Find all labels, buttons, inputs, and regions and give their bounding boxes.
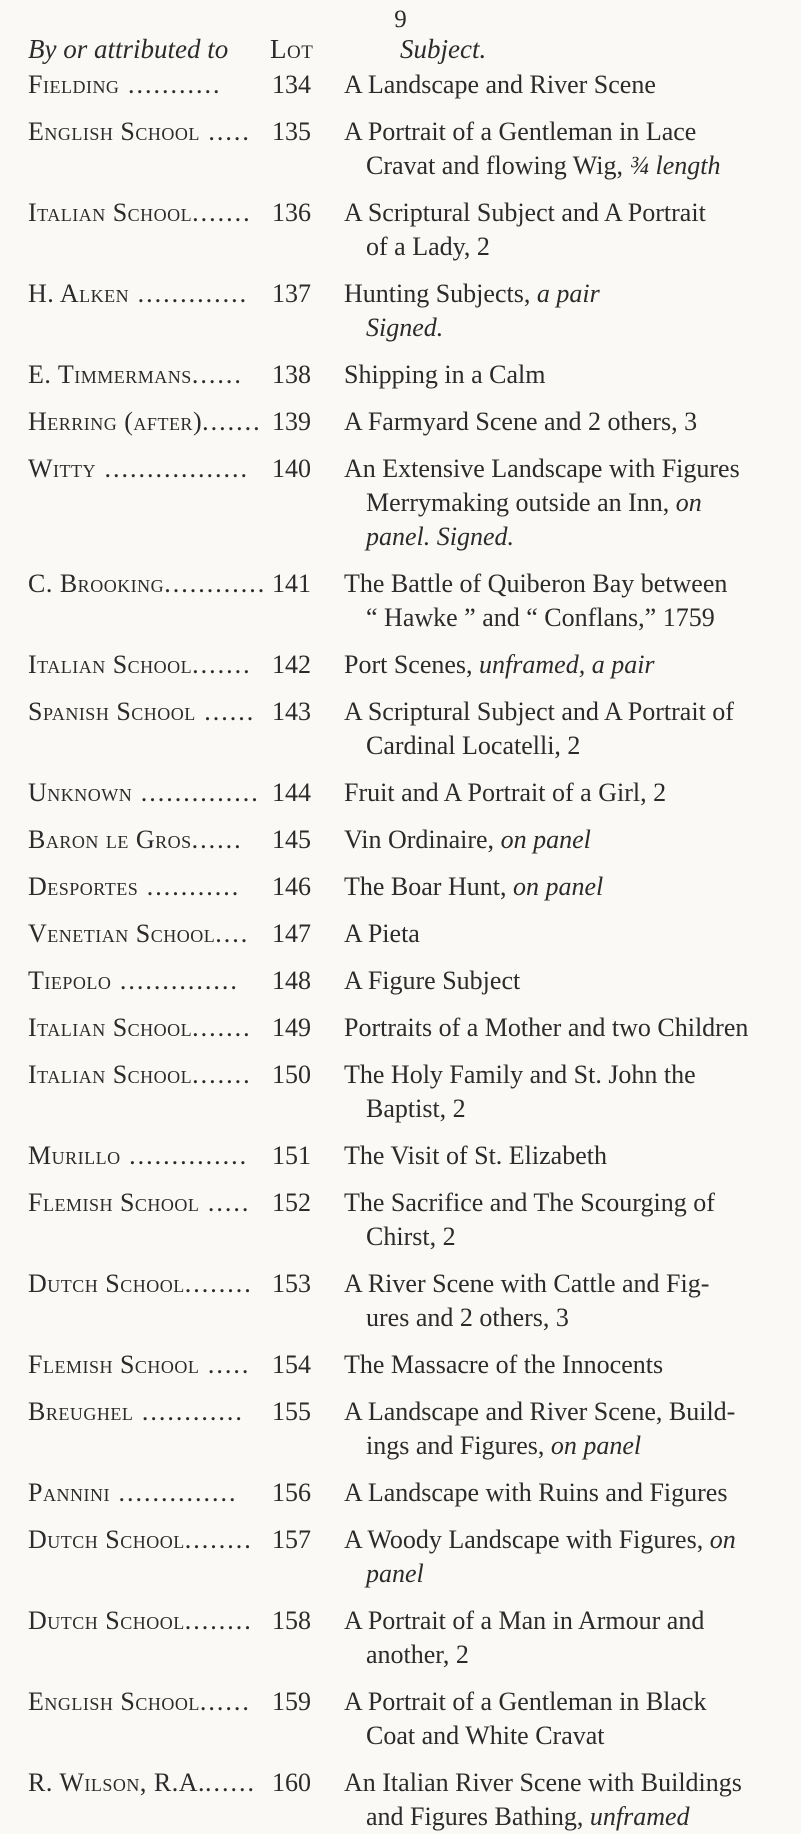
subject-italic: panel bbox=[366, 1559, 424, 1588]
subject-text: The Holy Family and St. John the bbox=[344, 1060, 696, 1089]
subject-line bbox=[344, 1092, 784, 1126]
subject-line bbox=[344, 1766, 784, 1800]
subject-text: Baptist, 2 bbox=[366, 1094, 466, 1123]
leader-dots: ..... bbox=[199, 1350, 251, 1379]
subject-text: The Massacre of the Innocents bbox=[344, 1350, 664, 1379]
lot-artist bbox=[28, 277, 268, 311]
subject-text: An Italian River Scene with Buildings bbox=[344, 1768, 742, 1797]
lot-artist bbox=[28, 1267, 268, 1301]
lot-subject bbox=[344, 1685, 784, 1753]
artist-name: Italian School bbox=[28, 198, 193, 227]
leader-dots: ...... bbox=[205, 1768, 257, 1797]
leader-dots: ...... bbox=[199, 1687, 251, 1716]
subject-line bbox=[344, 695, 784, 729]
subject-text: Coat and White Cravat bbox=[366, 1721, 605, 1750]
lot-artist bbox=[28, 115, 268, 149]
lot-number: 145 bbox=[272, 825, 311, 854]
lot-artist bbox=[28, 870, 268, 904]
subject-line bbox=[344, 115, 784, 149]
artist-name: R. Wilson, R.A. bbox=[28, 1768, 206, 1797]
subject-line bbox=[344, 823, 784, 857]
lot-subject bbox=[344, 1139, 784, 1173]
leader-dots: ..... bbox=[199, 1188, 251, 1217]
subject-text: Port Scenes, bbox=[344, 650, 480, 679]
subject-text: A Figure Subject bbox=[344, 966, 521, 995]
subject-italic: on panel bbox=[550, 1431, 642, 1460]
subject-line bbox=[344, 1476, 784, 1510]
lot-subject bbox=[344, 964, 784, 998]
subject-line bbox=[344, 1301, 784, 1335]
leader-dots: ............. bbox=[129, 279, 249, 308]
artist-name: Breughel bbox=[28, 1397, 134, 1426]
subject-line bbox=[344, 1011, 784, 1045]
subject-line bbox=[344, 1638, 784, 1672]
subject-text: The Visit of St. Elizabeth bbox=[344, 1141, 607, 1170]
lot-number: 148 bbox=[272, 966, 311, 995]
leader-dots: ....... bbox=[192, 1060, 252, 1089]
lot-number: 144 bbox=[272, 778, 311, 807]
lot-artist bbox=[28, 964, 268, 998]
artist-name: Baron le Gros bbox=[28, 825, 192, 854]
lot-artist bbox=[28, 1348, 268, 1382]
artist-name: E. Timmermans bbox=[28, 360, 192, 389]
subject-italic: ¾ length bbox=[629, 151, 721, 180]
subject-text: A Portrait of a Gentleman in Lace bbox=[344, 117, 697, 146]
lot-number: 153 bbox=[272, 1269, 311, 1298]
lot-number: 159 bbox=[272, 1687, 311, 1716]
lot-subject bbox=[344, 1766, 784, 1834]
lot-subject bbox=[344, 776, 784, 810]
artist-name: Italian School bbox=[28, 650, 193, 679]
lot-number: 152 bbox=[272, 1188, 311, 1217]
subject-line bbox=[344, 1523, 784, 1557]
artist-name: Flemish School bbox=[28, 1350, 200, 1379]
subject-line bbox=[344, 311, 784, 345]
lot-subject bbox=[344, 1348, 784, 1382]
subject-line bbox=[344, 358, 784, 392]
lot-artist bbox=[28, 1011, 268, 1045]
subject-italic: panel. Signed. bbox=[366, 522, 515, 551]
subject-text: A Pieta bbox=[344, 919, 420, 948]
subject-line bbox=[344, 1220, 784, 1254]
lot-number: 146 bbox=[272, 872, 311, 901]
lot-subject bbox=[344, 1186, 784, 1254]
leader-dots: ....... bbox=[192, 1013, 252, 1042]
subject-text: An Extensive Landscape with Figures bbox=[344, 454, 740, 483]
lot-artist bbox=[28, 567, 268, 601]
lot-artist bbox=[28, 68, 268, 102]
subject-italic: on panel bbox=[500, 825, 591, 854]
leader-dots: ........ bbox=[184, 1606, 253, 1635]
lot-number: 140 bbox=[272, 454, 311, 483]
artist-name: Dutch School bbox=[28, 1606, 185, 1635]
leader-dots: ................. bbox=[96, 454, 250, 483]
subject-line bbox=[344, 1800, 784, 1834]
subject-text: A River Scene with Cattle and Fig- bbox=[344, 1269, 710, 1298]
column-header-lot: Lot bbox=[270, 34, 314, 64]
lot-subject bbox=[344, 1604, 784, 1672]
subject-text: and Figures Bathing, bbox=[366, 1802, 590, 1831]
lot-number: 150 bbox=[272, 1060, 311, 1089]
subject-line bbox=[344, 776, 784, 810]
subject-text: Hunting Subjects, bbox=[344, 279, 537, 308]
artist-name: Unknown bbox=[28, 778, 133, 807]
subject-italic: a pair bbox=[536, 279, 600, 308]
lot-number: 158 bbox=[272, 1606, 311, 1635]
lot-number: 135 bbox=[272, 117, 311, 146]
subject-text: A Landscape with Ruins and Figures bbox=[344, 1478, 728, 1507]
subject-line bbox=[344, 917, 784, 951]
lot-artist bbox=[28, 695, 268, 729]
lot-subject bbox=[344, 452, 784, 554]
subject-line bbox=[344, 1186, 784, 1220]
lot-number: 136 bbox=[272, 198, 311, 227]
subject-line bbox=[344, 1348, 784, 1382]
lot-subject bbox=[344, 405, 784, 439]
subject-line bbox=[344, 486, 784, 520]
leader-dots: ....... bbox=[202, 407, 262, 436]
lot-subject bbox=[344, 1523, 784, 1591]
subject-text: The Battle of Quiberon Bay between bbox=[344, 569, 728, 598]
subject-italic: unframed bbox=[589, 1802, 690, 1831]
artist-name: Tiepolo bbox=[28, 966, 112, 995]
subject-italic: on bbox=[675, 488, 702, 517]
lot-number: 157 bbox=[272, 1525, 311, 1554]
lot-artist bbox=[28, 1139, 268, 1173]
lot-number: 138 bbox=[272, 360, 311, 389]
subject-italic: unframed, a pair bbox=[479, 650, 655, 679]
subject-line bbox=[344, 68, 784, 102]
lot-number: 141 bbox=[272, 569, 311, 598]
subject-text: The Boar Hunt, bbox=[344, 872, 513, 901]
lot-subject bbox=[344, 1395, 784, 1463]
lot-artist bbox=[28, 1058, 268, 1092]
subject-line bbox=[344, 149, 784, 183]
subject-line bbox=[344, 870, 784, 904]
lot-number: 151 bbox=[272, 1141, 311, 1170]
lot-number: 142 bbox=[272, 650, 311, 679]
subject-line bbox=[344, 601, 784, 635]
lot-subject bbox=[344, 648, 784, 682]
artist-name: Desportes bbox=[28, 872, 139, 901]
subject-text: A Landscape and River Scene, Build- bbox=[344, 1397, 736, 1426]
lot-subject bbox=[344, 1267, 784, 1335]
lot-number: 154 bbox=[272, 1350, 311, 1379]
lot-number: 134 bbox=[272, 70, 311, 99]
subject-line bbox=[344, 1058, 784, 1092]
artist-name: Dutch School bbox=[28, 1269, 185, 1298]
lot-artist bbox=[28, 1766, 268, 1800]
subject-text: Cardinal Locatelli, 2 bbox=[366, 731, 581, 760]
subject-line bbox=[344, 729, 784, 763]
lot-artist bbox=[28, 776, 268, 810]
subject-text: Vin Ordinaire, bbox=[344, 825, 501, 854]
subject-text: ures and 2 others, 3 bbox=[366, 1303, 569, 1332]
subject-italic: on bbox=[709, 1525, 736, 1554]
subject-text: A Landscape and River Scene bbox=[344, 70, 656, 99]
lot-subject bbox=[344, 1058, 784, 1126]
subject-line bbox=[344, 1557, 784, 1591]
subject-line bbox=[344, 277, 784, 311]
lot-artist bbox=[28, 358, 268, 392]
lot-artist bbox=[28, 196, 268, 230]
lot-number: 160 bbox=[272, 1768, 311, 1797]
lot-artist bbox=[28, 1604, 268, 1638]
subject-text: A Scriptural Subject and A Portrait bbox=[344, 198, 706, 227]
artist-name: Murillo bbox=[28, 1141, 121, 1170]
artist-name: English School bbox=[28, 117, 200, 146]
lot-artist bbox=[28, 405, 268, 439]
lot-subject bbox=[344, 115, 784, 183]
lot-number: 137 bbox=[272, 279, 311, 308]
leader-dots: ....... bbox=[192, 198, 252, 227]
subject-line bbox=[344, 1719, 784, 1753]
lot-artist bbox=[28, 648, 268, 682]
lot-subject bbox=[344, 196, 784, 264]
lot-artist bbox=[28, 1523, 268, 1557]
leader-dots: ........ bbox=[184, 1269, 253, 1298]
artist-name: Pannini bbox=[28, 1478, 110, 1507]
subject-text: A Woody Landscape with Figures, bbox=[344, 1525, 710, 1554]
subject-text: A Portrait of a Man in Armour and bbox=[344, 1606, 705, 1635]
subject-text: “ Hawke ” and “ Conflans,” 1759 bbox=[366, 603, 715, 632]
artist-name: Spanish School bbox=[28, 697, 196, 726]
lot-subject bbox=[344, 358, 784, 392]
artist-name: Venetian School bbox=[28, 919, 216, 948]
subject-line bbox=[344, 648, 784, 682]
lot-artist bbox=[28, 1476, 268, 1510]
leader-dots: ....... bbox=[192, 650, 252, 679]
leader-dots: ...... bbox=[191, 825, 243, 854]
subject-text: A Farmyard Scene and 2 others, 3 bbox=[344, 407, 698, 436]
lot-number: 143 bbox=[272, 697, 311, 726]
subject-text: Fruit and A Portrait of a Girl, 2 bbox=[344, 778, 667, 807]
lot-number: 149 bbox=[272, 1013, 311, 1042]
subject-line bbox=[344, 1685, 784, 1719]
leader-dots: .............. bbox=[109, 1478, 238, 1507]
lot-artist bbox=[28, 1685, 268, 1719]
subject-text: of a Lady, 2 bbox=[366, 232, 490, 261]
lot-artist bbox=[28, 823, 268, 857]
lot-subject bbox=[344, 823, 784, 857]
leader-dots: ............ bbox=[133, 1397, 244, 1426]
subject-text: Portraits of a Mother and two Children bbox=[344, 1013, 749, 1042]
subject-text: Chirst, 2 bbox=[366, 1222, 456, 1251]
artist-name: Dutch School bbox=[28, 1525, 185, 1554]
lot-subject bbox=[344, 1011, 784, 1045]
leader-dots: .............. bbox=[132, 778, 260, 807]
artist-name: Flemish School bbox=[28, 1188, 200, 1217]
subject-text: Merrymaking outside an Inn, bbox=[366, 488, 676, 517]
artist-name: Fielding bbox=[28, 70, 120, 99]
leader-dots: ........... bbox=[119, 70, 222, 99]
lot-subject bbox=[344, 695, 784, 763]
subject-line bbox=[344, 230, 784, 264]
leader-dots: ............ bbox=[164, 569, 267, 598]
subject-italic: Signed. bbox=[366, 313, 444, 342]
leader-dots: .............. bbox=[120, 1141, 249, 1170]
leader-dots: .... bbox=[215, 919, 250, 948]
artist-name: Herring (after) bbox=[28, 407, 203, 436]
lot-artist bbox=[28, 1186, 268, 1220]
subject-line bbox=[344, 405, 784, 439]
lot-number: 139 bbox=[272, 407, 311, 436]
lot-subject bbox=[344, 277, 784, 345]
subject-line bbox=[344, 567, 784, 601]
subject-text: another, 2 bbox=[366, 1640, 469, 1669]
lot-number: 156 bbox=[272, 1478, 311, 1507]
column-header-artist: By or attributed to bbox=[28, 34, 229, 64]
subject-text: A Portrait of a Gentleman in Black bbox=[344, 1687, 707, 1716]
lot-artist bbox=[28, 452, 268, 486]
page-number: 9 bbox=[394, 6, 407, 33]
leader-dots: .............. bbox=[111, 966, 239, 995]
artist-name: Italian School bbox=[28, 1013, 193, 1042]
artist-name: English School bbox=[28, 1687, 200, 1716]
subject-line bbox=[344, 1604, 784, 1638]
lot-subject bbox=[344, 1476, 784, 1510]
subject-line bbox=[344, 1139, 784, 1173]
subject-line bbox=[344, 196, 784, 230]
leader-dots: ..... bbox=[199, 117, 251, 146]
subject-italic: on panel bbox=[512, 872, 604, 901]
subject-line bbox=[344, 1395, 784, 1429]
lot-number: 155 bbox=[272, 1397, 311, 1426]
leader-dots: ...... bbox=[191, 360, 243, 389]
subject-line bbox=[344, 452, 784, 486]
subject-line bbox=[344, 964, 784, 998]
leader-dots: ...... bbox=[195, 697, 256, 726]
artist-name: Italian School bbox=[28, 1060, 193, 1089]
lot-subject bbox=[344, 870, 784, 904]
column-header-subject: Subject. bbox=[400, 34, 487, 64]
lot-subject bbox=[344, 68, 784, 102]
leader-dots: ........... bbox=[138, 872, 241, 901]
subject-line bbox=[344, 1267, 784, 1301]
lot-subject bbox=[344, 917, 784, 951]
lot-artist bbox=[28, 1395, 268, 1429]
subject-text: ings and Figures, bbox=[366, 1431, 551, 1460]
lot-subject bbox=[344, 567, 784, 635]
subject-line bbox=[344, 520, 784, 554]
leader-dots: ........ bbox=[184, 1525, 253, 1554]
subject-text: A Scriptural Subject and A Portrait of bbox=[344, 697, 734, 726]
lot-number: 147 bbox=[272, 919, 311, 948]
subject-line bbox=[344, 1429, 784, 1463]
artist-name: Witty bbox=[28, 454, 97, 483]
artist-name: C. Brooking bbox=[28, 569, 165, 598]
artist-name: H. Alken bbox=[28, 279, 130, 308]
lot-artist bbox=[28, 917, 268, 951]
subject-text: Shipping in a Calm bbox=[344, 360, 546, 389]
subject-text: Cravat and flowing Wig, bbox=[366, 151, 630, 180]
subject-text: The Sacrifice and The Scourging of bbox=[344, 1188, 715, 1217]
